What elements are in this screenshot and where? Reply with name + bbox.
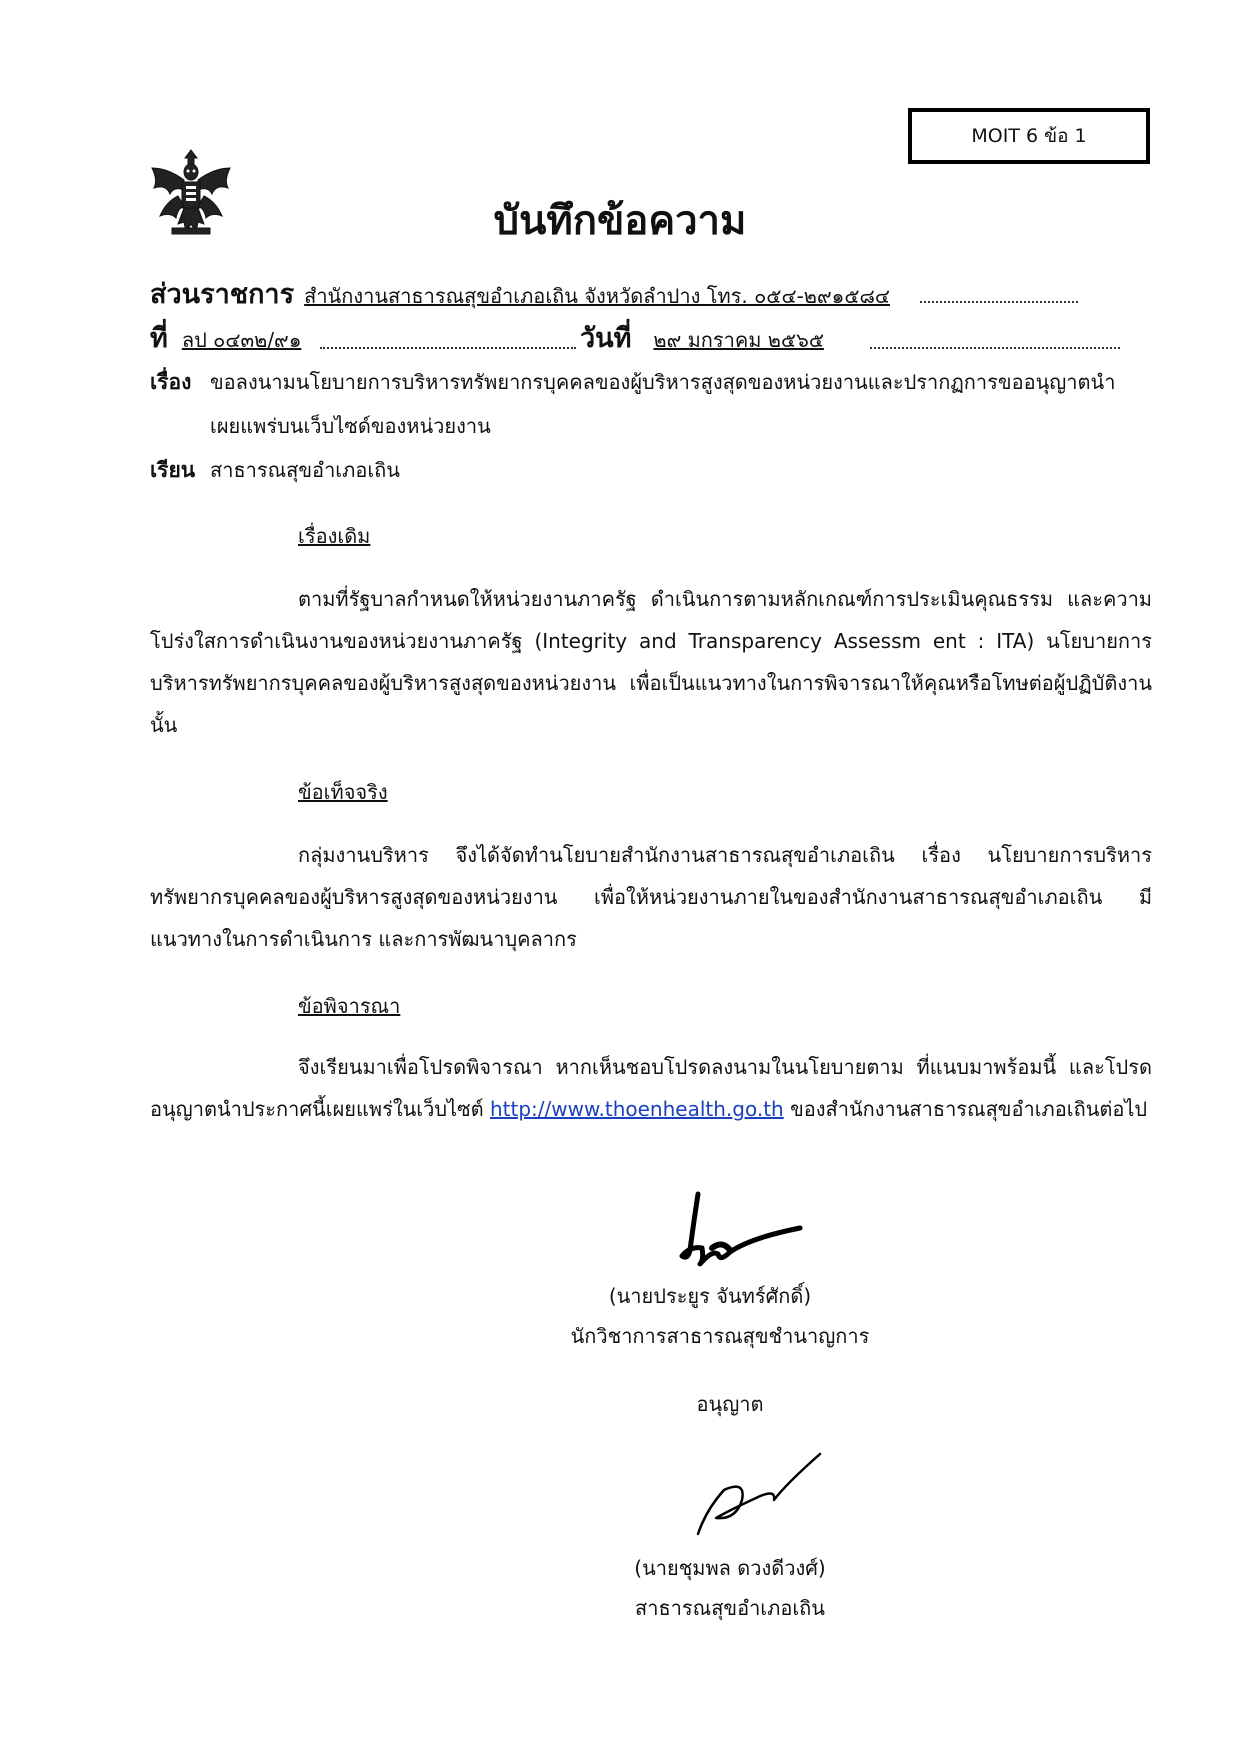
background-text: ตามที่รัฐบาลกำหนดให้หน่วยงานภาครัฐ ดำเนินการตามหลักเกณฑ์การประเมินคุณธรรม และความโปร่งใสการดำเนินงานของหน่วยงานภาครัฐ (Integrity and Transparency Assessm ent : ITA) นโยบายการบริหารทรัพยากรบุคคลของผู้บริหารสูงสุดของหน่วยงาน เพื่อเป็นแนวทางในการพิจารณาให้คุณหรือโทษต่อผู้ปฏิบัติงาน นั้น [150,587,1152,737]
memo-title: บันทึกข้อความ [493,198,747,244]
facts-paragraph [150,834,1152,960]
moit-label-box [908,108,1150,164]
signer1-name: (นายประยูร จันทร์ศักดิ์) [608,1284,812,1308]
signer2-name: (นายชุมพล ดวงดีวงศ์) [634,1556,826,1580]
approval-text: อนุญาต [696,1392,764,1416]
consider-text-before: จึงเรียนมาเพื่อโปรดพิจารณา หากเห็นชอบโปรดลงนามในนโยบายตาม ที่แนบมาพร้อมนี้ และโปรดอนุญาตนำประกาศนี้เผยแพร่ในเว็บไซต์ [150,1055,1152,1121]
ref-row [150,316,301,359]
to-row [150,454,400,487]
ref-value: ลป ๐๔๓๒/๙๑ [181,328,302,352]
facts-text: กลุ่มงานบริหาร จึงได้จัดทำนโยบายสำนักงานสาธารณสุขอำเภอเถิน เรื่อง นโยบายการบริหารทรัพยากรบุคคลของผู้บริหารสูงสุดของหน่วยงาน เพื่อให้หน่วยงานภายในของสำนักงานสาธารณสุขอำเภอเถิน มีแนวทางในการดำเนินการ และการพัฒนาบุคลากร [150,843,1152,951]
website-link[interactable]: http://www.thoenhealth.go.th [490,1097,784,1121]
date-row [580,316,824,359]
subject-row-2 [210,410,491,442]
signer2-position: สาธารณสุขอำเภอเถิน [635,1596,825,1620]
signer1-position: นักวิชาการสาธารณสุขชำนาญการ [570,1324,870,1348]
subject-line-2: เผยแพร่บนเว็บไซด์ของหน่วยงาน [210,414,491,438]
ref-dotline [320,347,576,349]
subject-label: เรื่อง [150,370,192,394]
subject-line-1: ขอลงนามนโยบายการบริหารทรัพยากรบุคคลของผู้บริหารสูงสุดของหน่วยงานและปรากฏการขออนุญาตนำ [210,370,1116,394]
consider-paragraph [150,1046,1152,1130]
date-value: ๒๙ มกราคม ๒๕๖๕ [653,328,824,352]
background-heading: เรื่องเดิม [298,524,371,548]
consider-text-after: ของสำนักงานสาธารณสุขอำเภอเถินต่อไป [783,1097,1148,1121]
signature-icon [686,1440,826,1540]
facts-heading: ข้อเท็จจริง [298,780,388,804]
consider-heading: ข้อพิจารณา [298,994,401,1018]
moit-label: MOIT 6 ข้อ 1 [971,125,1087,147]
agency-dotline [920,301,1078,303]
agency-value: สำนักงานสาธารณสุขอำเภอเถิน จังหวัดลำปาง โทร. ๐๕๔-๒๙๑๕๘๔ [304,284,891,308]
signature-icon [660,1190,810,1280]
to-label: เรียน [150,458,196,482]
to-value: สาธารณสุขอำเภอเถิน [210,458,400,482]
background-paragraph [150,578,1152,746]
date-dotline [870,347,1120,349]
agency-row [150,272,890,315]
date-label: วันที่ [580,323,632,354]
agency-label: ส่วนราชการ [150,279,295,310]
ref-label: ที่ [150,323,168,354]
subject-row [150,366,1115,399]
